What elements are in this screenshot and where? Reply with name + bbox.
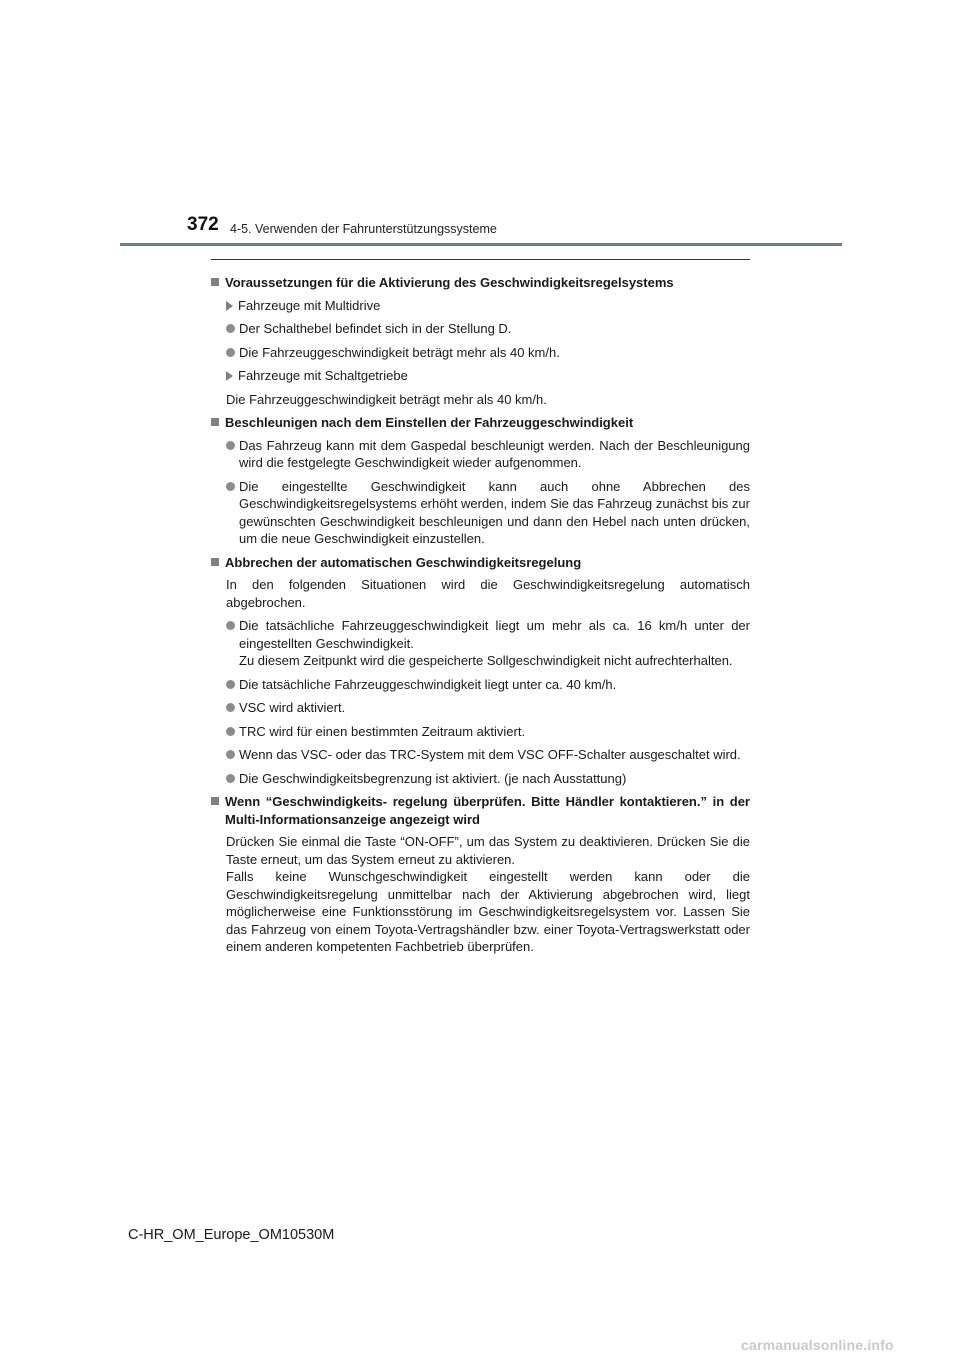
list-item: Die tatsächliche Fahrzeuggeschwindigkeit liegt um mehr als ca. 16 km/h unter der eingestellten Geschwindigkeit. Zu diesem Zeitpunkt wird die gespeicherte Sollgeschwindigkeit nicht aufrechterhalten.	[226, 617, 750, 670]
document-id: C-HR_OM_Europe_OM10530M	[128, 1227, 335, 1243]
list-item: Die eingestellte Geschwindigkeit kann auch ohne Abbrechen des Geschwindigkeitsregelsystems erhöht werden, indem Sie das Fahrzeug zunächst bis zur gewünschten Geschwindigkeit beschleunigen und dann den Hebel nach unten drücken, um die neue Geschwindigkeit einzustellen.	[226, 478, 750, 548]
square-bullet-icon	[211, 418, 219, 426]
watermark: carmanualsonline.info	[741, 1337, 894, 1353]
circle-bullet-icon	[226, 441, 235, 450]
section-heading: Abbrechen der automatischen Geschwindigkeitsregelung	[211, 554, 750, 572]
paragraph: Die Fahrzeuggeschwindigkeit beträgt mehr als 40 km/h.	[226, 391, 547, 407]
circle-bullet-icon	[226, 348, 235, 357]
square-bullet-icon	[211, 558, 219, 566]
section-heading: Beschleunigen nach dem Einstellen der Fahrzeuggeschwindigkeit	[211, 414, 750, 432]
chapter-title: 4-5. Verwenden der Fahrunterstützungssysteme	[230, 222, 497, 236]
circle-bullet-icon	[226, 750, 235, 759]
main-content	[211, 269, 750, 962]
list-item: VSC wird aktiviert.	[226, 699, 750, 717]
page-number: 372	[187, 214, 219, 235]
list-item: Fahrzeuge mit Multidrive	[226, 297, 750, 315]
paragraph: Drücken Sie einmal die Taste “ON-OFF”, um das System zu deaktivieren. Drücken Sie die Taste erneut, um das System erneut zu aktivieren. Falls keine Wunschgeschwindigkeit eingestellt werden kann oder die Geschwindigkeitsregelung unmittelbar nach der Aktivierung abgebrochen wird, liegt möglicherweise eine Funktionsstörung im Geschwindigkeitsregelsystem vor. Lassen Sie das Fahrzeug von einem Toyota-Vertragshändler bzw. einer Toyota-Vertragswerkstatt oder einem anderen kompetenten Fachbetrieb überprüfen.	[226, 834, 750, 954]
list-item: TRC wird für einen bestimmten Zeitraum aktiviert.	[226, 723, 750, 741]
circle-bullet-icon	[226, 727, 235, 736]
circle-bullet-icon	[226, 621, 235, 630]
section-top-rule	[211, 259, 750, 260]
triangle-arrow-icon	[226, 301, 233, 311]
section-heading: Wenn “Geschwindigkeits- regelung überprüfen. Bitte Händler kontaktieren.” in der Multi-Informationsanzeige angezeigt wird	[211, 793, 750, 828]
circle-bullet-icon	[226, 324, 235, 333]
triangle-arrow-icon	[226, 371, 233, 381]
list-item: Die Fahrzeuggeschwindigkeit beträgt mehr als 40 km/h.	[226, 344, 750, 362]
list-item: Das Fahrzeug kann mit dem Gaspedal beschleunigt werden. Nach der Beschleunigung wird die festgelegte Geschwindigkeit wieder aufgenommen.	[226, 437, 750, 472]
square-bullet-icon	[211, 278, 219, 286]
circle-bullet-icon	[226, 703, 235, 712]
circle-bullet-icon	[226, 774, 235, 783]
list-item: Die tatsächliche Fahrzeuggeschwindigkeit liegt unter ca. 40 km/h.	[226, 676, 750, 694]
list-item: Wenn das VSC- oder das TRC-System mit dem VSC OFF-Schalter ausgeschaltet wird.	[226, 746, 750, 764]
header-rule	[120, 243, 842, 246]
circle-bullet-icon	[226, 482, 235, 491]
list-item: Die Geschwindigkeitsbegrenzung ist aktiviert. (je nach Ausstattung)	[226, 770, 750, 788]
list-item: Der Schalthebel befindet sich in der Stellung D.	[226, 320, 750, 338]
square-bullet-icon	[211, 797, 219, 805]
circle-bullet-icon	[226, 680, 235, 689]
paragraph: In den folgenden Situationen wird die Geschwindigkeitsregelung automatisch abgebrochen.	[226, 577, 750, 610]
list-item: Fahrzeuge mit Schaltgetriebe	[226, 367, 750, 385]
section-heading: Voraussetzungen für die Aktivierung des Geschwindigkeitsregelsystems	[211, 274, 750, 292]
